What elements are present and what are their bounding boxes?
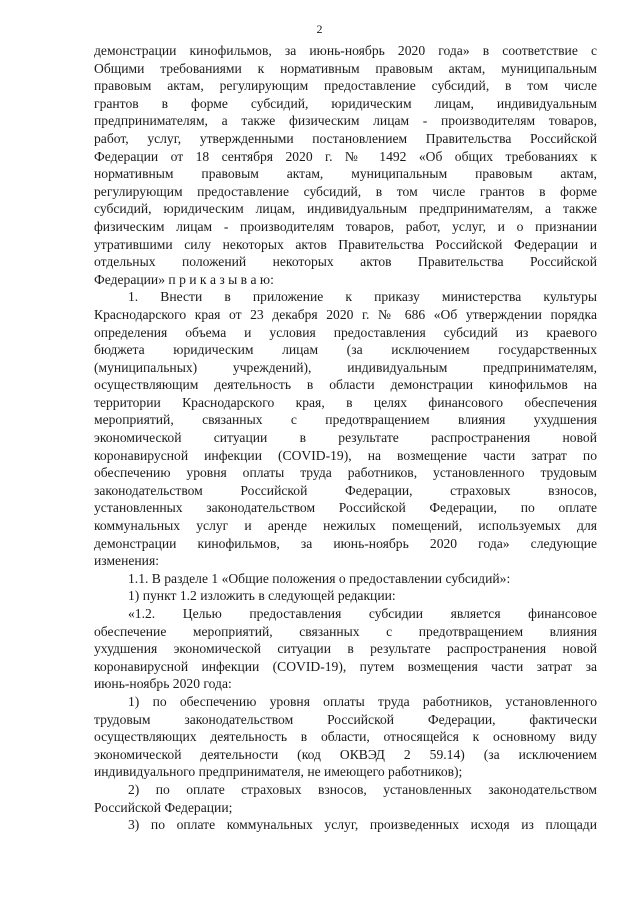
text-line: изменения: xyxy=(94,553,159,569)
text-line: обеспечение мероприятий, связанных с предотвращением влияния xyxy=(94,623,597,639)
text-line: законодательством Российской Федерации, страховых взносов, xyxy=(94,482,597,498)
text-line: трудовым законодательством Российской Федерации, фактически xyxy=(94,711,597,727)
text-line: Российской Федерации; xyxy=(94,799,233,815)
text-line: Общими требованиями к нормативным правовым актам, муниципальным xyxy=(94,60,597,76)
text-line: 2) по оплате страховых взносов, установленных законодательством xyxy=(128,781,597,797)
text-line: осуществляющим деятельность в области демонстрации кинофильмов на xyxy=(94,377,597,393)
text-line: июнь-ноябрь 2020 года: xyxy=(94,676,232,692)
text-line: установленных законодательством Российской Федерации, по оплате xyxy=(94,500,597,516)
text-line: экономической ситуации в результате распространения новой xyxy=(94,430,597,446)
text-line: коронавирусной инфекции (COVID-19), на возмещение части затрат по xyxy=(94,447,597,463)
text-line: мероприятий, связанных с предотвращением влияния ухудшения xyxy=(94,412,597,428)
text-line: Краснодарского края от 23 декабря 2020 г. № 686 «Об утверждении порядка xyxy=(94,306,597,322)
text-line: 1) пункт 1.2 изложить в следующей редакции: xyxy=(128,588,396,604)
text-line: коронавирусной инфекции (COVID-19), путем возмещения части затрат за xyxy=(94,658,597,674)
text-line: демонстрации кинофильмов, за июнь-ноябрь 2020 года» в соответствие с xyxy=(94,43,597,58)
text-line: обеспечению уровня оплаты труда работников, установленного трудовым xyxy=(94,465,597,481)
text-line: 1) по обеспечению уровня оплаты труда работников, установленного xyxy=(128,693,597,709)
text-line: отдельных положений некоторых актов Правительства Российской xyxy=(94,254,597,270)
text-line: Федерации» п р и к а з ы в а ю: xyxy=(94,271,274,287)
text-line: (муниципальных) учреждений), индивидуальным предпринимателям, xyxy=(94,359,597,375)
text-line: субсидий, юридическим лицам, индивидуальным предпринимателям, а также xyxy=(94,201,597,217)
text-line: осуществляющих деятельность в области, относящейся к основному виду xyxy=(94,729,597,745)
text-line: определения объема и условия предоставления субсидий из краевого xyxy=(94,324,597,340)
text-line: «1.2. Целью предоставления субсидии является финансовое xyxy=(128,606,597,621)
text-line: ухудшения экономической ситуации в результате распространения новой xyxy=(94,641,597,657)
text-line: утратившими силу некоторых актов Правительства Российской Федерации и xyxy=(94,236,597,252)
text-line: индивидуального предпринимателя, не имеющего работников); xyxy=(94,764,463,780)
text-line: физическим лицам - производителям товаров, работ, услуг, и о признании xyxy=(94,218,597,234)
text-line: 1.1. В разделе 1 «Общие положения о предоставлении субсидий»: xyxy=(128,570,511,586)
text-line: коммунальных услуг и аренде нежилых помещений, используемых для xyxy=(94,518,597,534)
text-line: грантов в форме субсидий, юридическим лицам, индивидуальным xyxy=(94,95,597,111)
text-line: экономической деятельности (код ОКВЭД 2 59.14) (за исключением xyxy=(94,746,597,762)
text-line: правовым актам, регулирующим предоставление субсидий, в том числе xyxy=(94,78,597,94)
page-number: 2 xyxy=(316,22,323,36)
text-line: 3) по оплате коммунальных услуг, произведенных исходя из площади xyxy=(128,817,597,833)
text-line: работ, услуг, утвержденными постановлением Правительства Российской xyxy=(94,130,597,146)
text-line: территории Краснодарского края, в целях финансового обеспечения xyxy=(94,394,597,410)
text-line: предпринимателям, а также физическим лицам - производителям товаров, xyxy=(94,113,597,129)
text-line: Федерации от 18 сентября 2020 г. № 1492 «Об общих требованиях к xyxy=(94,148,597,164)
text-line: нормативным правовым актам, муниципальным правовым актам, xyxy=(94,166,597,182)
text-line: регулирующим предоставление субсидий, в том числе грантов в форме xyxy=(94,183,597,199)
text-line: бюджета юридическим лицам (за исключением государственных xyxy=(94,342,597,358)
text-line: демонстрации кинофильмов, за июнь-ноябрь 2020 года» следующие xyxy=(94,535,597,551)
text-line: 1. Внести в приложение к приказу министерства культуры xyxy=(128,289,597,305)
document-body xyxy=(94,42,597,834)
